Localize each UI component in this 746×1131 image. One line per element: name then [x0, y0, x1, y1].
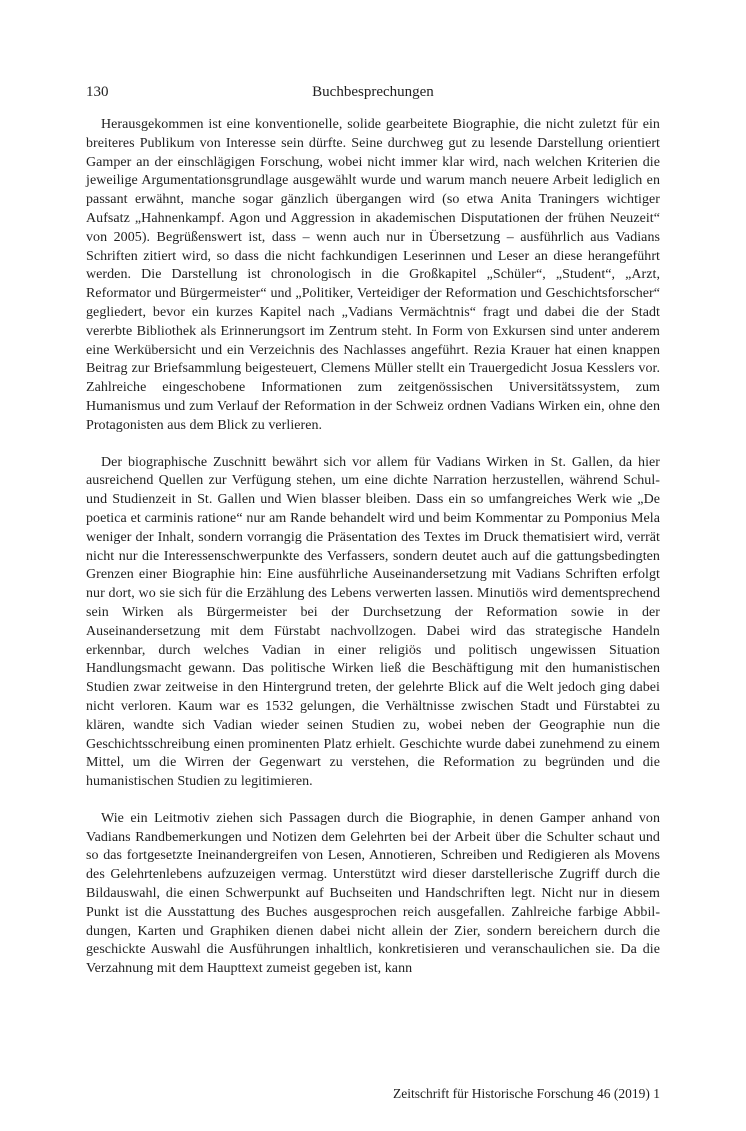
body-text: [86, 116, 660, 997]
paragraph-2: Der biographische Zuschnitt bewährt sich vor allem für Vadians Wirken in St. Gallen, da hier ausreichend Quellen zur Verfügung stehen, um eine dichte Narration herzustellen, während Schul- und Studienzeit in St. Gallen und Wien blasser bleiben. Dass ein so umfangreiches Werk wie „De poetica et carminis ratione“ nur am Rande behandelt wird und beim Kommentar zu Pomponius Mela weniger der Inhalt, sondern vorrangig die Präsentation des Textes im Druck thematisiert wird, verrät nicht nur die Interessenschwerpunkte des Verfassers, sondern deutet auch auf die gattungsbedingten Grenzen einer Biographie hin: Eine ausführliche Auseinandersetzung mit Vadians Schriften erfolgt nur dort, wo sie sich für die Erzählung des Lebens verwerten lassen. Minutiös wird dementsprechend sein Wirken als Bürgermeister bei der Durchsetzung der Reformation sowie in der Auseinandersetzung mit dem Fürstabt nachvollzogen. Dabei wird das strategische Handeln erkennbar, durch welches Vadian in einer religiös und politisch ungewissen Situation Handlungsmacht gewann. Das politische Wirken ließ die Beschäftigung mit den humanistischen Studien zwar zeitweise in den Hintergrund treten, der gelehrte Blick auf die Welt jedoch ging dabei nicht verloren. Kaum war es 1532 gelungen, die Verhältnisse zwischen Stadt und Fürstabtei zu klären, wandte sich Vadian wieder seinen Studien zu, wobei neben der Geographie nun die Geschichtsschreibung einen prominenten Platz erhielt. Geschichte wurde dabei zunehmend zu einem Mittel, um die Wirren der Gegenwart zu verstehen, die Reformation zu begründen und die humanistischen Studien zu legitimieren.: [86, 454, 660, 790]
running-head: Buchbesprechungen: [312, 84, 434, 100]
paragraph-3: Wie ein Leitmotiv ziehen sich Passagen durch die Biographie, in denen Gamper anhand von Vadians Randbemerkungen und Notizen dem Gelehrten bei der Arbeit über die Schulter schaut und so das fortgesetzte Ineinandergreifen von Lesen, Annotieren, Schreiben und Redigieren als Movens des Gelehrtenlebens aufzuzeigen vermag. Unterstützt wird dieser darstellerische Zugriff durch die Bildauswahl, die einen Schwerpunkt auf Buchseiten und Handschriften legt. Nicht nur in diesem Punkt ist die Ausstattung des Buches ausgesprochen reich ausgefallen. Zahlreiche farbige Abbildungen, Karten und Graphiken dienen dabei nicht allein der Zier, sondern bereichern durch die geschickte Auswahl die Ausführungen inhaltlich, konkretisieren und veranschaulichen sie. Da die Verzahnung mit dem Haupttext zumeist gegeben ist, kann: [86, 810, 660, 977]
journal-footer: Zeitschrift für Historische Forschung 46 (2019) 1: [393, 1086, 660, 1101]
page-number: 130: [86, 84, 109, 100]
paragraph-1: Herausgekommen ist eine konventionelle, solide gearbeitete Biographie, die nicht zuletzt für ein breiteres Publikum von Interesse sein dürfte. Seine durchweg gut zu lesende Darstellung orientiert Gamper an der einschlägigen Forschung, wobei nicht immer klar wird, nach welchen Kriterien die jeweilige Argumentationsgrundlage ausgewählt wurde und warum manch neuere Arbeit lediglich en passant erwähnt, manche sogar gänzlich übergangen wird (so etwa Anita Traningers wichtiger Aufsatz „Hahnenkampf. Agon und Aggression in akademischen Disputationen der frühen Neuzeit“ von 2005). Begrüßenswert ist, dass – wenn auch nur in Übersetzung – ausführlich aus Vadians Schriften zitiert wird, so dass die nicht fachkundigen Leserinnen und Leser an diese herangeführt werden. Die Darstellung ist chronologisch in die Großkapitel „Schüler“, „Student“, „Arzt, Reformator und Bürgermeister“ und „Politiker, Verteidiger der Reformation und Geschichtsforscher“ gegliedert, bevor ein kurzes Kapitel nach „Vadians Vermächtnis“ fragt und dabei die der Stadt vererbte Bibliothek als Erinnerungsort im Zentrum steht. In Form von Exkursen sind unter anderem eine Werkübersicht und ein Verzeichnis des Nachlasses angeführt. Rezia Krauer hat einen knappen Beitrag zur Briefsammlung beigesteuert, Clemens Müller stellt ein Trauergedicht Josua Kesslers vor. Zahlreiche eingeschobene Informationen zum zeitgenössischen Universitätssystem, zum Humanismus und zum Verlauf der Reformation in der Schweiz ordnen Vadians Wirken ein, ohne den Protagonisten aus dem Blick zu verlieren.: [86, 117, 660, 433]
